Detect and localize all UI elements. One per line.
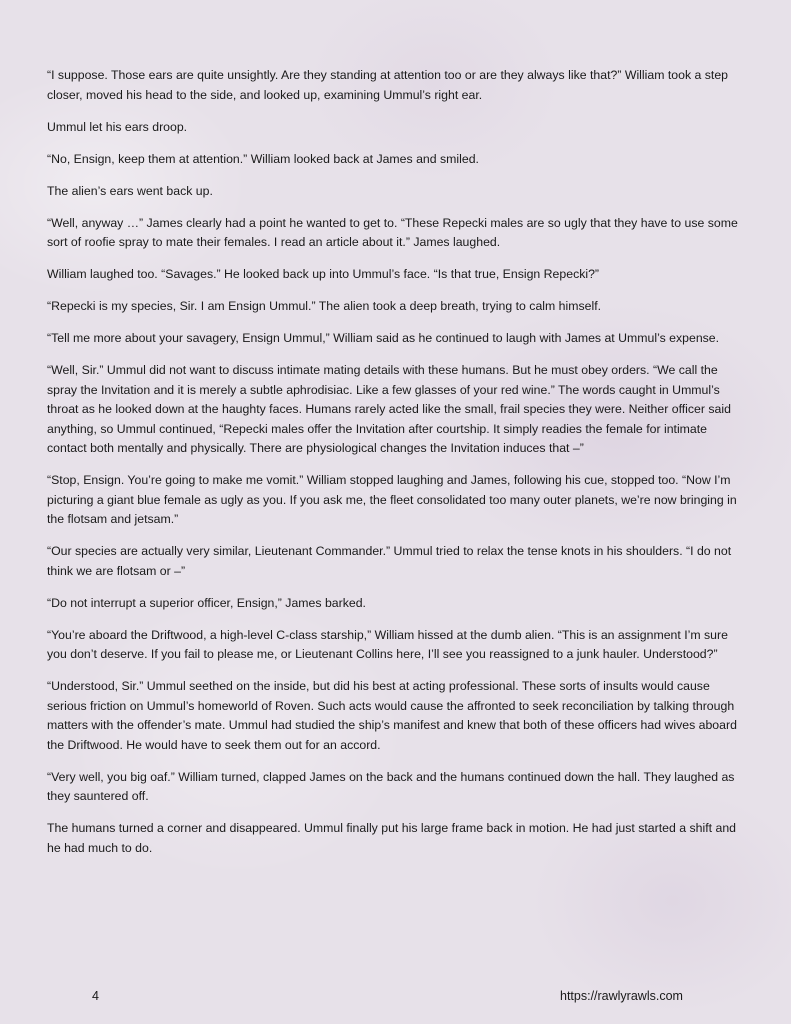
body-paragraph: Ummul let his ears droop. <box>47 119 188 134</box>
body-paragraph: “Well, Sir.” Ummul did not want to discuss intimate mating details with these humans. But he must obey orders. “We call the spray the Invitation and it is merely a subtle aphrodisiac. Like a few glasses of your red wine.” The words caught in Ummul’s throat as he looked down at the haughty faces. Humans rarely acted like the small, frail species they were. Neither officer said anything, so Ummul continued, “Repecki males offer the Invitation after courtship. It simply readies the female for intimate contact both mentally and physically. There are physiological changes the Invitation induces that –” <box>47 363 731 455</box>
body-paragraph: “Tell me more about your savagery, Ensign Ummul,” William said as he continued to laugh with James at Ummul’s expense. <box>47 331 720 345</box>
body-paragraph: “I suppose. Those ears are quite unsightly. Are they standing at attention too or are they always like that?” William took a step closer, moved his head to the side, and looked up, examining Ummul’s right ear. <box>47 68 729 102</box>
body-paragraph: William laughed too. “Savages.” He looked back up into Ummul’s face. “Is that true, Ensign Repecki?” <box>47 267 600 281</box>
body-paragraph: “Very well, you big oaf.” William turned, clapped James on the back and the humans continued down the hall. They laughed as they sauntered off. <box>47 769 735 803</box>
body-paragraph: “Stop, Ensign. You’re going to make me vomit.” William stopped laughing and James, following his cue, stopped too. “Now I’m picturing a giant blue female as ugly as you. If you ask me, the fleet consolidated too many outer planets, we’re now bringing in the flotsam and jetsam.” <box>47 473 737 526</box>
body-paragraph: “Our species are actually very similar, Lieutenant Commander.” Ummul tried to relax the tense knots in his shoulders. “I do not think we are flotsam or –” <box>47 544 732 578</box>
body-paragraph: The alien’s ears went back up. <box>47 183 213 198</box>
body-paragraph: “Well, anyway …” James clearly had a point he wanted to get to. “These Repecki males are so ugly that they have to use some sort of roofie spray to mate their females. I read an article about it.” James laughed. <box>47 215 738 249</box>
body-paragraph: “You’re aboard the Driftwood, a high-level C-class starship,” William hissed at the dumb alien. “This is an assignment I’m sure you don’t deserve. If you fail to please me, or Lieutenant Collins here, I’ll see you reassigned to a junk hauler. Understood?” <box>47 627 728 661</box>
body-paragraph: The humans turned a corner and disappeared. Ummul finally put his large frame back in motion. He had just started a shift and he had much to do. <box>47 821 736 855</box>
body-paragraph: “Do not interrupt a superior officer, Ensign,” James barked. <box>47 595 366 610</box>
footer-url[interactable]: https://rawlyrawls.com <box>560 989 683 1003</box>
body-paragraph: “No, Ensign, keep them at attention.” William looked back at James and smiled. <box>47 151 479 166</box>
page-number: 4 <box>92 989 99 1003</box>
page-body <box>47 66 747 871</box>
body-paragraph: “Repecki is my species, Sir. I am Ensign Ummul.” The alien took a deep breath, trying to calm himself. <box>47 299 602 313</box>
body-paragraph: “Understood, Sir.” Ummul seethed on the inside, but did his best at acting professional. These sorts of insults would cause serious friction on Ummul’s homeworld of Roven. Such acts would cause the affronted to seek reconciliation by talking through matters with the offender’s mate. Ummul had studied the ship’s manifest and knew that both of these officers had wives aboard the Driftwood. He would have to seek them out for an accord. <box>47 679 737 752</box>
